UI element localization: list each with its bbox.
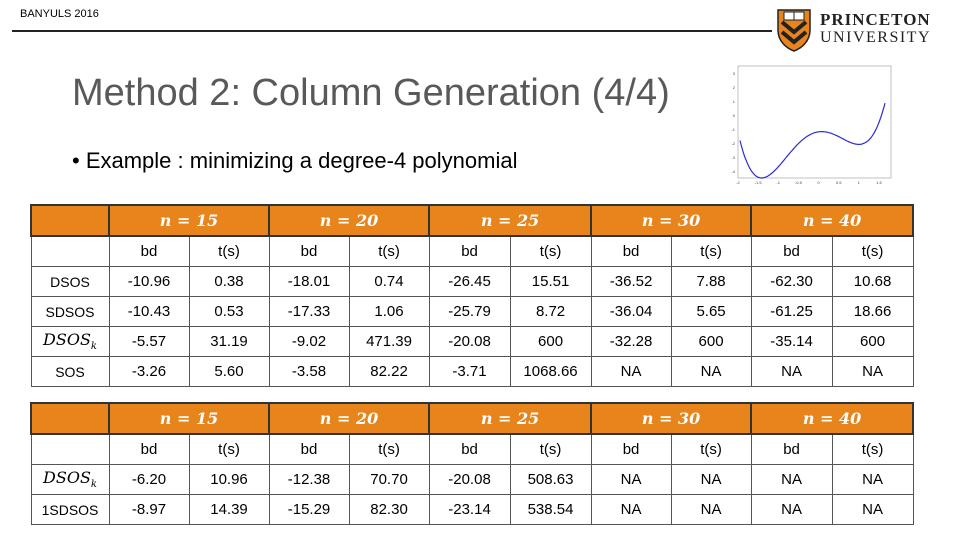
table-cell: -6.20	[109, 465, 189, 495]
row-label: SOS	[31, 357, 109, 387]
table-row	[31, 465, 913, 495]
table-cell: 5.60	[189, 357, 269, 387]
plot-x-tick: -1	[776, 180, 781, 185]
sub-header: bd	[591, 434, 671, 465]
table-cell: -26.45	[429, 267, 510, 297]
n-header: n = 30	[591, 403, 751, 434]
table-cell: 10.96	[189, 465, 269, 495]
table-cell: NA	[832, 465, 913, 495]
table-cell: -15.29	[269, 495, 349, 525]
row-label	[31, 327, 109, 357]
sub-header: bd	[591, 236, 671, 267]
table-cell: 70.70	[349, 465, 429, 495]
table-cell: 82.30	[349, 495, 429, 525]
plot-frame	[738, 66, 891, 178]
plot-x-tick: -0.5	[794, 180, 802, 185]
n-header: n = 40	[751, 205, 913, 236]
table-row	[31, 357, 913, 387]
n-header: n = 30	[591, 205, 751, 236]
table-cell: NA	[591, 357, 671, 387]
plot-curve	[740, 103, 885, 178]
row-label-sub: k	[90, 479, 97, 491]
table-cell: 1.06	[349, 297, 429, 327]
sub-header: bd	[751, 236, 832, 267]
table-cell: 15.51	[510, 267, 591, 297]
plot-x-tick: -2	[736, 180, 740, 185]
table-row	[31, 267, 913, 297]
table-cell: 0.38	[189, 267, 269, 297]
n-header: n = 40	[751, 403, 913, 434]
header-rule	[12, 30, 772, 32]
plot-x-tick: 0.5	[835, 180, 842, 185]
sub-header: t(s)	[832, 434, 913, 465]
sub-header: bd	[269, 236, 349, 267]
sub-header: t(s)	[671, 236, 751, 267]
sub-header: bd	[109, 236, 189, 267]
table-cell: -18.01	[269, 267, 349, 297]
row-label-main: DSOS	[43, 330, 91, 350]
table-cell: 0.53	[189, 297, 269, 327]
n-header: n = 20	[269, 205, 429, 236]
table-cell: NA	[671, 357, 751, 387]
table-cell: 538.54	[510, 495, 591, 525]
table-cell: -23.14	[429, 495, 510, 525]
table-cell: -5.57	[109, 327, 189, 357]
table-cell: 471.39	[349, 327, 429, 357]
sub-header-row	[31, 236, 913, 267]
table-cell: -10.96	[109, 267, 189, 297]
table-cell: 18.66	[832, 297, 913, 327]
polynomial-plot	[726, 60, 896, 190]
table-cell: -10.43	[109, 297, 189, 327]
row-label-sub: k	[90, 341, 97, 353]
plot-x-tick: -1.5	[754, 180, 762, 185]
page-title: Method 2: Column Generation (4/4)	[72, 72, 670, 114]
sub-header: t(s)	[510, 236, 591, 267]
table-cell: NA	[671, 465, 751, 495]
plot-x-tick: 1	[857, 180, 860, 185]
table-cell: -61.25	[751, 297, 832, 327]
table-cell: NA	[671, 495, 751, 525]
row-label: SDSOS	[31, 297, 109, 327]
n-header: n = 15	[109, 403, 269, 434]
table-cell: -12.38	[269, 465, 349, 495]
table-cell: -17.33	[269, 297, 349, 327]
sub-header: t(s)	[510, 434, 591, 465]
table-cell: NA	[591, 465, 671, 495]
table-cell: NA	[751, 495, 832, 525]
sub-header: bd	[109, 434, 189, 465]
plot-y-tick: 0	[732, 113, 735, 118]
row-label	[31, 465, 109, 495]
corner-cell	[31, 205, 109, 236]
table-row	[31, 297, 913, 327]
table-cell: NA	[751, 357, 832, 387]
n-header: n = 15	[109, 205, 269, 236]
empty-cell	[31, 236, 109, 267]
plot-y-tick: -2	[731, 141, 735, 146]
plot-axes	[731, 66, 891, 185]
plot-y-tick: -1	[731, 127, 735, 132]
n-header-row	[31, 403, 913, 434]
sub-header: t(s)	[189, 434, 269, 465]
table-cell: -3.26	[109, 357, 189, 387]
table-cell: 14.39	[189, 495, 269, 525]
sub-header: t(s)	[189, 236, 269, 267]
table-row	[31, 327, 913, 357]
n-header: n = 25	[429, 403, 591, 434]
empty-cell	[31, 434, 109, 465]
sub-header: t(s)	[349, 434, 429, 465]
row-label-main: DSOS	[43, 468, 91, 488]
n-header-row	[31, 205, 913, 236]
table-cell: 1068.66	[510, 357, 591, 387]
table-cell: -20.08	[429, 465, 510, 495]
results-table-2	[30, 402, 914, 525]
results-table-1	[30, 204, 914, 387]
plot-y-tick: 2	[732, 85, 735, 90]
table-cell: 7.88	[671, 267, 751, 297]
table-cell: -9.02	[269, 327, 349, 357]
table-cell: NA	[832, 495, 913, 525]
princeton-logo	[776, 6, 951, 54]
n-header: n = 25	[429, 205, 591, 236]
table-cell: 0.74	[349, 267, 429, 297]
table-cell: 82.22	[349, 357, 429, 387]
table-cell: 31.19	[189, 327, 269, 357]
row-label: 1SDSOS	[31, 495, 109, 525]
table-cell: -8.97	[109, 495, 189, 525]
table-row	[31, 495, 913, 525]
table-cell: 8.72	[510, 297, 591, 327]
header-label: BANYULS 2016	[20, 8, 99, 20]
sub-header: t(s)	[349, 236, 429, 267]
corner-cell	[31, 403, 109, 434]
table-cell: -25.79	[429, 297, 510, 327]
plot-y-tick: 3	[732, 71, 735, 76]
table-cell: NA	[832, 357, 913, 387]
table-cell: 508.63	[510, 465, 591, 495]
table-cell: -3.71	[429, 357, 510, 387]
table-cell: 5.65	[671, 297, 751, 327]
sub-header: bd	[751, 434, 832, 465]
plot-y-tick: -4	[731, 169, 735, 174]
row-label: DSOS	[31, 267, 109, 297]
logo-line-2: UNIVERSITY	[820, 29, 931, 46]
plot-x-tick: 1.5	[876, 180, 882, 185]
sub-header: bd	[269, 434, 349, 465]
table-cell: -32.28	[591, 327, 671, 357]
table-cell: -36.52	[591, 267, 671, 297]
table-cell: -36.04	[591, 297, 671, 327]
table-cell: -3.58	[269, 357, 349, 387]
table-cell: -62.30	[751, 267, 832, 297]
sub-header: bd	[429, 236, 510, 267]
plot-y-tick: 1	[732, 99, 735, 104]
shield-icon	[776, 8, 812, 52]
logo-line-1: PRINCETON	[820, 10, 931, 29]
bullet-text: • Example : minimizing a degree-4 polynomial	[72, 148, 518, 173]
sub-header-row	[31, 434, 913, 465]
table-cell: -20.08	[429, 327, 510, 357]
plot-y-tick: -3	[731, 155, 735, 160]
table-cell: NA	[751, 465, 832, 495]
sub-header: bd	[429, 434, 510, 465]
table-cell: -35.14	[751, 327, 832, 357]
plot-x-tick: 0	[817, 180, 820, 185]
sub-header: t(s)	[671, 434, 751, 465]
table-cell: 600	[510, 327, 591, 357]
n-header: n = 20	[269, 403, 429, 434]
table-cell: NA	[591, 495, 671, 525]
sub-header: t(s)	[832, 236, 913, 267]
table-cell: 10.68	[832, 267, 913, 297]
table-cell: 600	[832, 327, 913, 357]
table-cell: 600	[671, 327, 751, 357]
